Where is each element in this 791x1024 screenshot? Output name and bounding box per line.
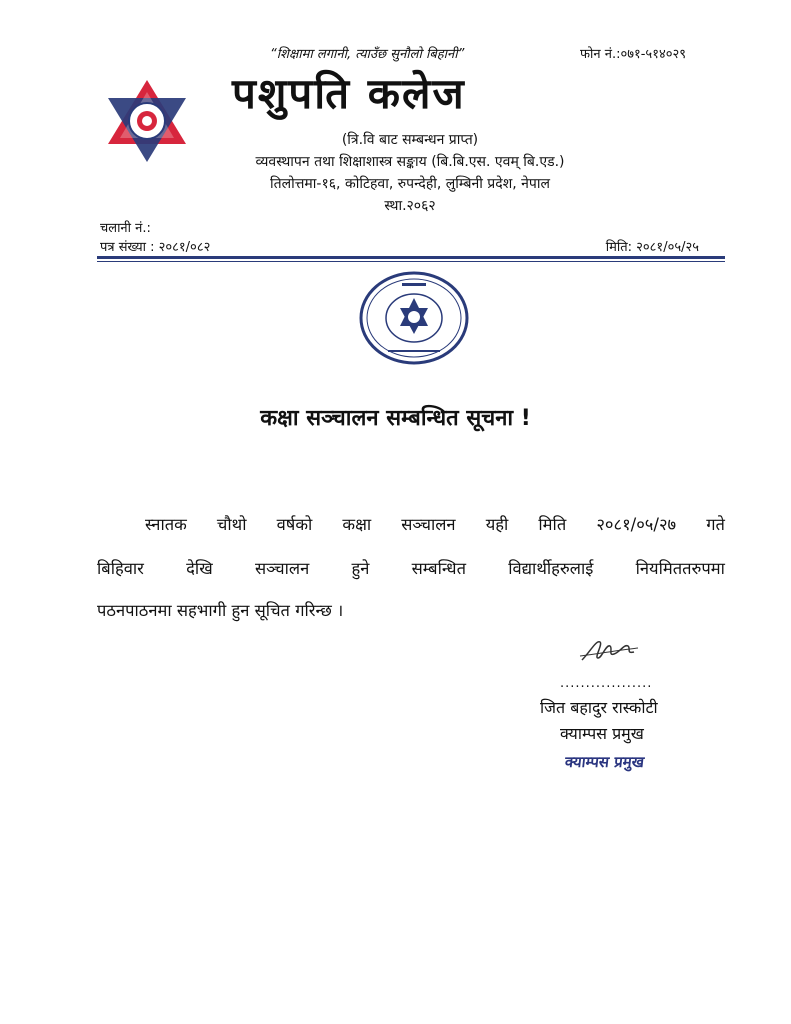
signature-line: .................. <box>560 676 653 691</box>
notice-word: देखि <box>186 559 213 578</box>
college-motto: “शिक्षामा लगानी, त्याउँछ सुनौलो बिहानी” <box>270 47 465 62</box>
notice-word: नियमिततरुपमा <box>635 559 725 578</box>
notice-date: २०८१/०५/२७ <box>596 515 677 534</box>
college-seal <box>358 270 470 366</box>
header-divider <box>97 256 725 259</box>
signatory-title: क्याम्पस प्रमुख <box>560 724 644 743</box>
reference-number: पत्र संख्या : २०८१/०८२ <box>100 240 211 255</box>
notice-word: बिहिवार <box>97 559 144 578</box>
established-text: स्था.२०६२ <box>384 198 436 214</box>
phone-number: फोन नं.:०७१-५१४०२९ <box>580 47 686 62</box>
notice-body-line-1 <box>97 512 725 535</box>
handwritten-signature <box>578 634 640 666</box>
college-name: पशुपति कलेज <box>232 69 466 118</box>
notice-word: मिति <box>538 515 567 534</box>
notice-word: स्नातक <box>145 515 187 534</box>
notice-word: सञ्चालन <box>254 559 310 578</box>
header-divider-thin <box>97 261 725 262</box>
notice-word: चौथो <box>216 515 247 534</box>
notice-word: सञ्चालन <box>401 515 456 534</box>
notice-word: कक्षा <box>342 515 372 534</box>
notice-word: यही <box>485 515 509 534</box>
notice-word: विद्यार्थीहरुलाई <box>508 559 594 578</box>
notice-word: वर्षको <box>276 515 313 534</box>
notice-word: सम्बन्धित <box>411 559 466 578</box>
notice-body-line-3: पठनपाठनमा सहभागी हुन सूचित गरिन्छ । <box>97 601 344 620</box>
notice-body-line-2 <box>97 556 725 579</box>
notice-heading: कक्षा सञ्चालन सम्बन्धित सूचना ! <box>260 406 531 431</box>
tribhuvan-university-logo <box>104 78 190 164</box>
dispatch-number: चलानी नं.: <box>100 221 151 236</box>
official-stamp: क्याम्पस प्रमुख <box>564 753 646 771</box>
faculties-text: व्यवस्थापन तथा शिक्षाशास्त्र सङ्काय (बि.बि.एस. एवम् बि.एड.) <box>255 154 565 170</box>
notice-word: हुने <box>351 559 370 578</box>
affiliation-text: (त्रि.वि बाट सम्बन्धन प्राप्त) <box>341 132 479 148</box>
letter-date: मिति: २०८१/०५/२५ <box>605 240 699 255</box>
notice-word: गते <box>706 515 725 534</box>
signatory-name: जित बहादुर रास्कोटी <box>540 698 658 717</box>
address-text: तिलोत्तमा-१६, कोटिहवा, रुपन्देही, लुम्बिनी प्रदेश, नेपाल <box>270 176 550 192</box>
